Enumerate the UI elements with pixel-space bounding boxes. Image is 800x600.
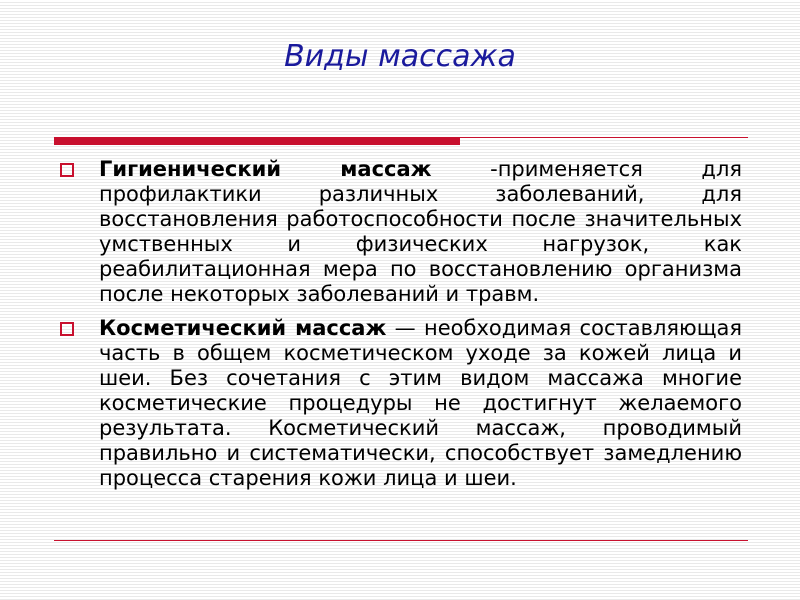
list-item-description: — необходимая составляющая часть в общем косметическом уходе за кожей лица и шеи. Без сочетания с этим видом массажа многие косметические процедуры не достигнут желаемого результата. Косметический массаж, проводимый правильно и систематически, способствует замедлению процесса старения кожи лица и шеи.: [99, 316, 742, 490]
hollow-square-bullet-icon: [60, 163, 74, 177]
list-item-term: Гигиенический массаж: [99, 157, 432, 181]
list-item-text: [99, 157, 742, 307]
list-item-text: [99, 316, 742, 491]
list-item-term: Косметический массаж: [99, 316, 387, 340]
top-divider-thick: [54, 137, 460, 145]
hollow-square-bullet-icon: [60, 322, 74, 336]
bullet-list: [60, 157, 742, 500]
list-item-hygienic-massage: [60, 157, 742, 307]
list-item-description: -применяется для профилактики различных заболеваний, для восстановления работоспособности после значительных умственных и физических нагрузок, как реабилитационная мера по восстановлению организма после некоторых заболеваний и травм.: [99, 157, 742, 306]
list-item-cosmetic-massage: [60, 316, 742, 491]
bottom-divider: [54, 540, 748, 541]
slide-title: Виды массажа: [284, 39, 516, 74]
